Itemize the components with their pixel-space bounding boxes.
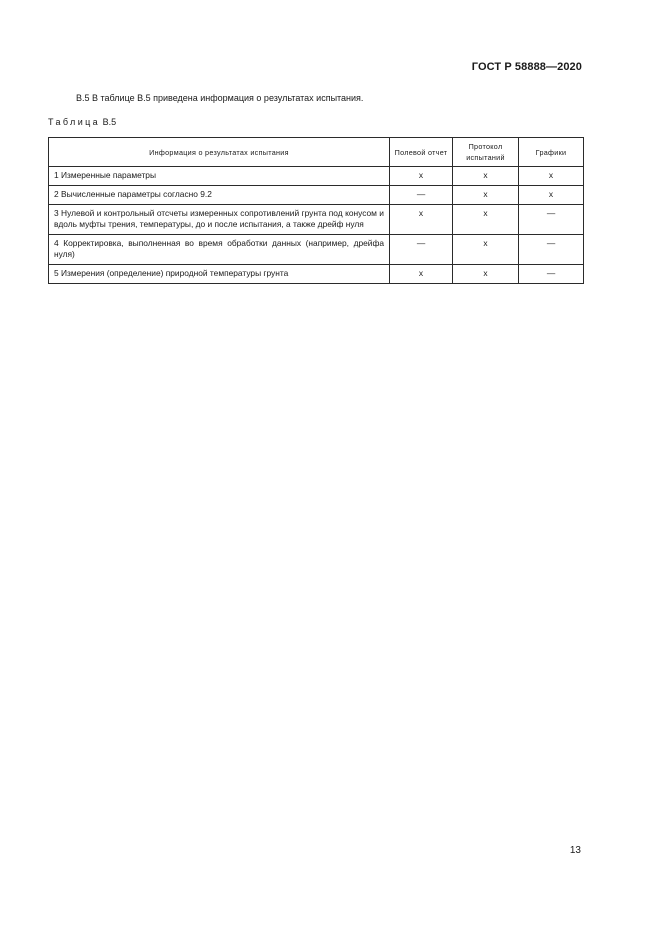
field-report-cell: x [390,265,453,284]
table-caption-number: В.5 [102,117,117,127]
field-report-cell: x [390,167,453,186]
test-protocol-cell: x [453,186,519,205]
test-protocol-cell: x [453,167,519,186]
intro-paragraph: В.5 В таблице В.5 приведена информация о результатах испытания. [76,93,364,103]
test-protocol-cell: x [453,205,519,235]
page-number: 13 [569,845,581,856]
field-report-cell: x [390,205,453,235]
column-header-graphs: Графики [519,138,584,167]
row-info-cell: 2 Вычисленные параметры согласно 9.2 [49,186,390,205]
graphs-cell: — [519,235,584,265]
table-row [49,205,584,235]
row-info-cell: 1 Измеренные параметры [49,167,390,186]
standard-code-header: ГОСТ Р 58888—2020 [471,61,582,73]
table-row [49,265,584,284]
table-row [49,235,584,265]
results-info-table [48,137,584,284]
graphs-cell: — [519,265,584,284]
test-protocol-cell: x [453,265,519,284]
test-protocol-cell: x [453,235,519,265]
graphs-cell: — [519,205,584,235]
row-info-cell: 3 Нулевой и контрольный отсчеты измеренных сопротивлений грунта под конусом и вдоль муфты трения, температуры, до и после испытания, а также дрейф нуля [49,205,390,235]
table-row [49,167,584,186]
column-header-info: Информация о результатах испытания [49,138,390,167]
table-caption-word: Таблица [48,117,101,127]
graphs-cell: x [519,186,584,205]
table-caption [48,117,116,127]
table-row [49,186,584,205]
row-info-cell: 5 Измерения (определение) природной температуры грунта [49,265,390,284]
graphs-cell: x [519,167,584,186]
field-report-cell: — [390,186,453,205]
row-info-cell: 4 Корректировка, выполненная во время обработки данных (например, дрейфа нуля) [49,235,390,265]
column-header-field-report: Полевой отчет [390,138,453,167]
table-header-row [49,138,584,167]
column-header-test-protocol: Протокол испытаний [453,138,519,167]
field-report-cell: — [390,235,453,265]
